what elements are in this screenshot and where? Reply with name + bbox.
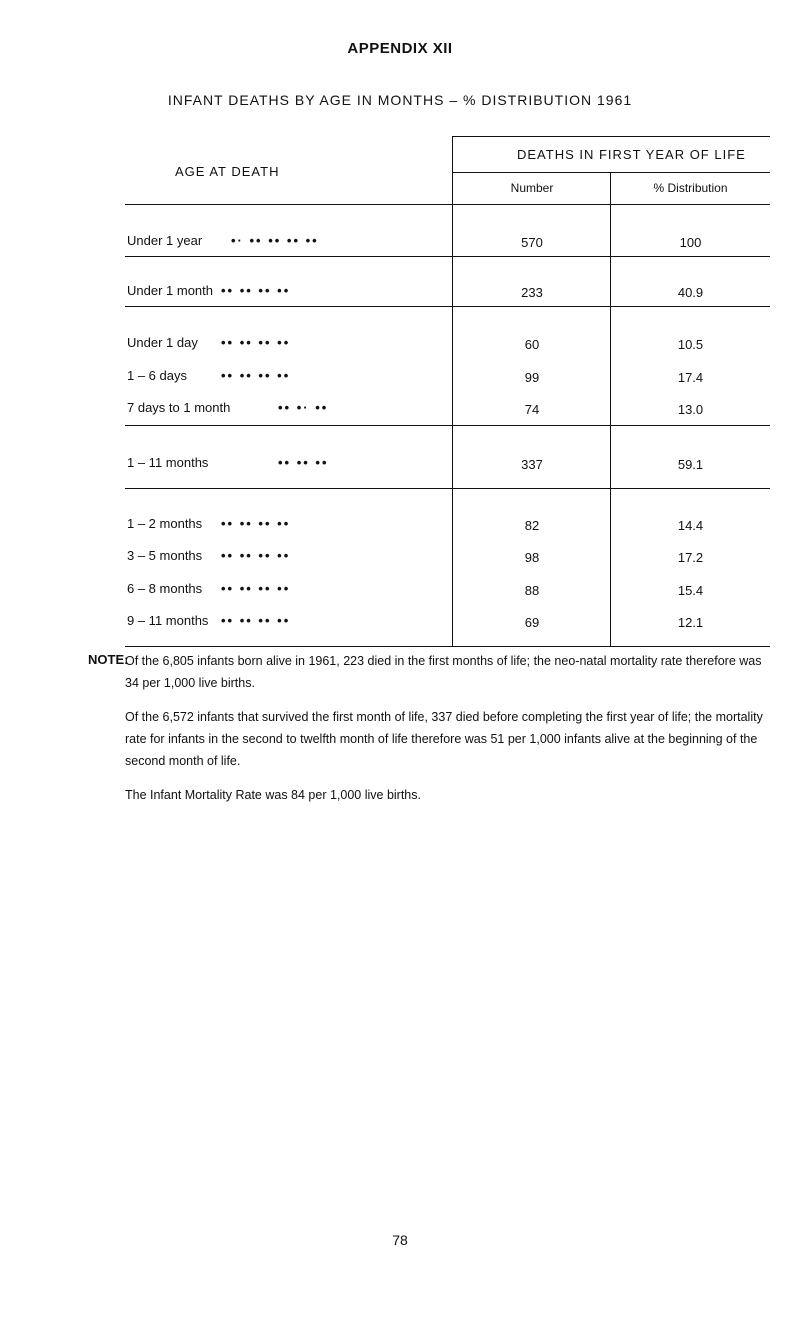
leader-dots: •· •• •• •• ••	[231, 233, 319, 248]
column-divider-age	[452, 136, 453, 646]
note-paragraph: Of the 6,805 infants born alive in 1961, 223 died in the first months of life; the neo-natal mortality rate therefore was 34 per 1,000 live births.	[125, 654, 762, 690]
header-number: Number	[510, 181, 554, 195]
row-label: 7 days to 1 month	[127, 400, 231, 415]
row-label: 3 – 5 months	[127, 548, 203, 563]
table-top-rule	[452, 136, 770, 137]
row-number: 98	[524, 550, 540, 565]
note-paragraph: Of the 6,572 infants that survived the first month of life, 337 died before completing the first year of life; the mortality rate for infants in the second to twelfth month of life therefore was 51 per 1,000 infants alive at the beginning of the second month of life.	[125, 710, 763, 768]
row-label: Under 1 month	[127, 283, 213, 298]
row-number: 570	[521, 235, 543, 250]
row-percent: 10.5	[677, 337, 704, 352]
row-percent: 100	[679, 235, 702, 250]
leader-dots: •• •• •• ••	[221, 516, 291, 531]
notes-block	[125, 650, 770, 818]
row-label: 6 – 8 months	[127, 581, 203, 596]
leader-dots: •• •• •• ••	[221, 335, 291, 350]
row-number: 88	[524, 583, 540, 598]
row-number: 233	[521, 285, 543, 300]
row-percent: 17.4	[677, 370, 704, 385]
row-rule	[125, 256, 770, 257]
subheader-rule	[452, 172, 770, 173]
row-rule	[125, 306, 770, 307]
row-rule	[125, 425, 770, 426]
row-label: 1 – 11 months	[127, 455, 209, 470]
row-number: 74	[524, 402, 540, 417]
row-percent: 17.2	[677, 550, 704, 565]
row-number: 82	[524, 518, 540, 533]
row-label: Under 1 day	[127, 335, 198, 350]
row-percent: 40.9	[677, 285, 704, 300]
header-age-at-death: AGE AT DEATH	[175, 164, 280, 179]
header-deaths-first-year: DEATHS IN FIRST YEAR OF LIFE	[517, 147, 746, 162]
leader-dots: •• •· ••	[278, 400, 329, 415]
row-percent: 13.0	[677, 402, 704, 417]
leader-dots: •• •• •• ••	[221, 283, 291, 298]
header-bottom-rule	[125, 204, 770, 205]
note-paragraph: The Infant Mortality Rate was 84 per 1,000 live births.	[125, 788, 421, 802]
row-percent: 14.4	[677, 518, 704, 533]
row-number: 99	[524, 370, 540, 385]
leader-dots: •• •• •• ••	[221, 581, 291, 596]
leader-dots: •• •• •• ••	[221, 613, 291, 628]
row-percent: 15.4	[677, 583, 704, 598]
row-percent: 12.1	[677, 615, 704, 630]
header-percent-distribution: % Distribution	[653, 181, 728, 195]
page-number: 78	[392, 1232, 408, 1248]
row-label: 9 – 11 months	[127, 613, 209, 628]
row-rule	[125, 488, 770, 489]
leader-dots: •• •• •• ••	[221, 548, 291, 563]
row-label: Under 1 year	[127, 233, 203, 248]
table-bottom-rule	[125, 646, 770, 647]
row-number: 60	[524, 337, 540, 352]
appendix-heading: APPENDIX XII	[347, 40, 453, 57]
leader-dots: •• •• •• ••	[221, 368, 291, 383]
row-label: 1 – 2 months	[127, 516, 203, 531]
row-percent: 59.1	[677, 457, 704, 472]
row-number: 337	[521, 457, 543, 472]
leader-dots: •• •• ••	[278, 455, 329, 470]
row-label: 1 – 6 days	[127, 368, 187, 383]
table-title: INFANT DEATHS BY AGE IN MONTHS – % DISTRIBUTION 1961	[167, 92, 633, 108]
row-number: 69	[524, 615, 540, 630]
note-label: NOTE:	[88, 652, 129, 667]
